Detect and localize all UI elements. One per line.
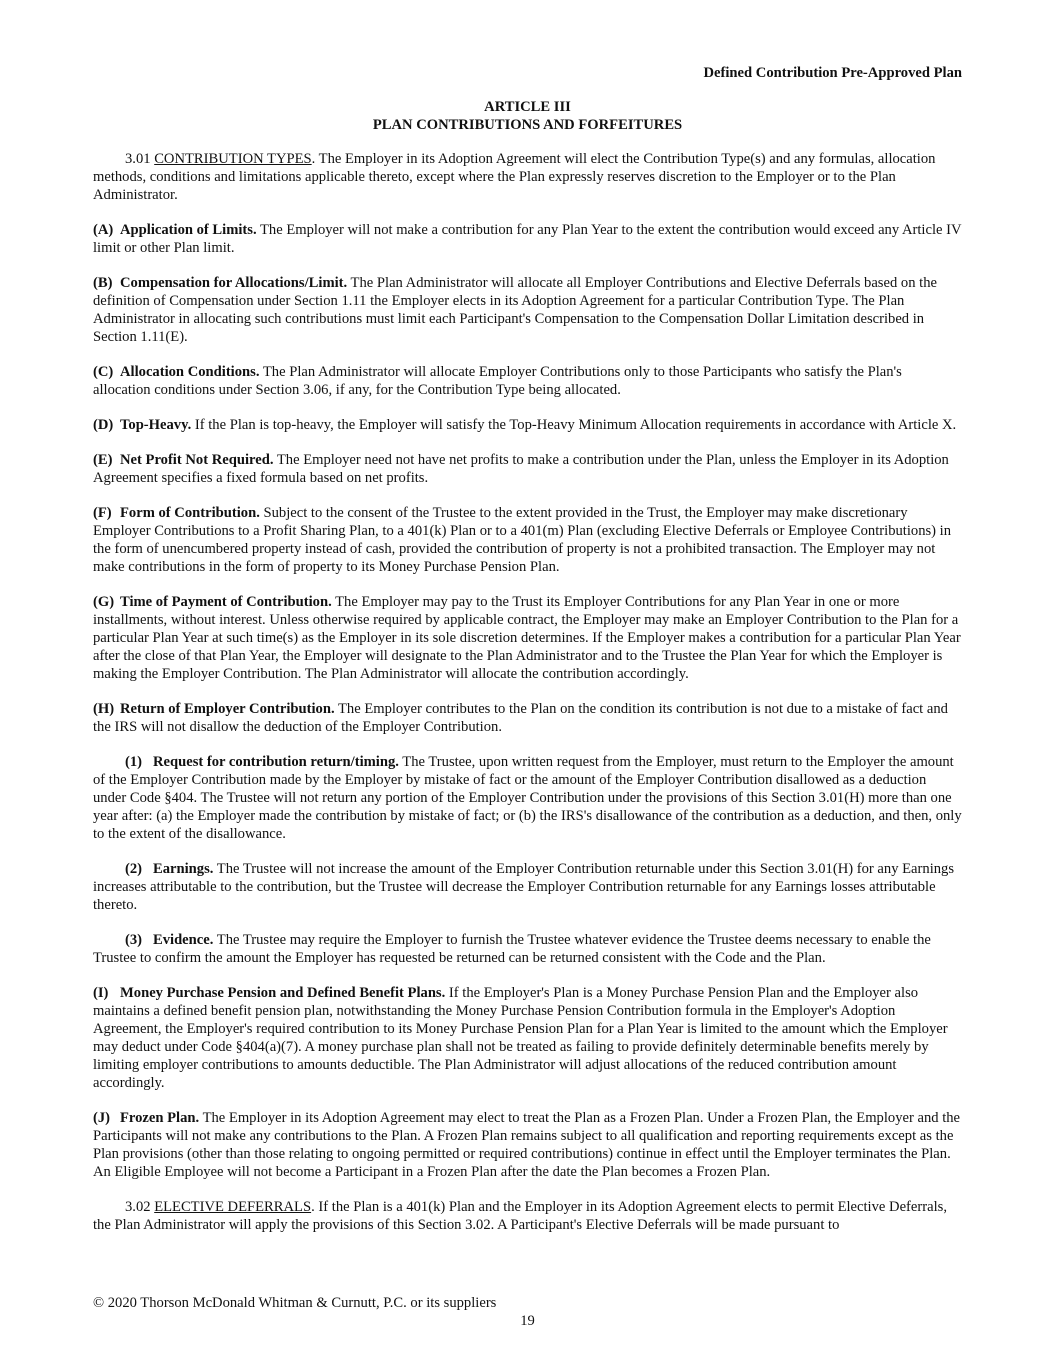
section-number: 3.02 [125, 1199, 151, 1215]
item-heading: Allocation Conditions. [120, 364, 260, 380]
article-title: PLAN CONTRIBUTIONS AND FORFEITURES [372, 117, 683, 133]
item-a [93, 221, 963, 257]
article-number: ARTICLE III [484, 99, 571, 115]
item-heading: Form of Contribution. [120, 505, 260, 521]
subitem-label: (1) [125, 754, 143, 770]
item-e [93, 451, 963, 487]
section-text: . If the Plan is a 401(k) Plan and the Employer in its Adoption Agreement elects to permit Elective Deferrals, the Plan Administrator will apply the provisions of this Section 3.02. A Participant's Elective Deferrals will be made pursuant to [93, 1199, 947, 1233]
item-text: The Employer may pay to the Trust its Employer Contributions for any Plan Year in one or more installments, without interest. Unless otherwise required by applicable contract, the Employer may make an Employer Contribution to the Plan for a particular Plan Year at such time(s) as the Employer in its sole discretion determines. If the Employer makes a contribution for a particular Plan Year after the close of that Plan Year, the Employer will designate to the Plan Administrator and to the Trustee the Plan Year for which the Employer is making the Employer Contribution. The Plan Administrator will allocate the contribution accordingly. [93, 594, 961, 682]
footer-copyright: © 2020 Thorson McDonald Whitman & Curnutt, P.C. or its suppliers [93, 1295, 497, 1311]
item-text: The Employer will not make a contribution for any Plan Year to the extent the contribution would exceed any Article IV limit or other Plan limit. [93, 222, 962, 256]
item-c [93, 363, 963, 399]
item-text: The Plan Administrator will allocate Employer Contributions only to those Participants who satisfy the Plan's allocation conditions under Section 3.06, if any, for the Contribution Type being allocated. [93, 364, 902, 398]
item-heading: Money Purchase Pension and Defined Benefit Plans. [120, 985, 446, 1001]
item-label: (F) [93, 505, 112, 521]
item-h [93, 700, 963, 736]
item-b [93, 274, 963, 346]
subitem-heading: Evidence. [152, 932, 214, 948]
page-number: 19 [520, 1313, 535, 1329]
subitem-text: The Trustee, upon written request from the Employer, must return to the Employer the amount of the Employer Contribution made by the Employer by mistake of fact or the amount of the Employer Contribution disallowed as a deduction under Code §404. The Trustee will not return any portion of the Employer Contribution under the provisions of this Section 3.01(H) more than one year after: (a) the Employer made the contribution by mistake of fact; or (b) the IRS's disallowance of the contribution as a deduction, and then, only to the extent of the disallowance. [93, 754, 962, 842]
item-label: (H) [93, 701, 115, 717]
article-heading [0, 98, 1055, 134]
document-body [93, 150, 963, 1251]
item-j [93, 1109, 963, 1181]
item-heading: Time of Payment of Contribution. [120, 594, 332, 610]
subitem-label: (3) [125, 932, 143, 948]
section-number: 3.01 [125, 151, 151, 167]
running-header: Defined Contribution Pre-Approved Plan [703, 65, 962, 81]
item-text: If the Plan is top-heavy, the Employer will satisfy the Top-Heavy Minimum Allocation requirements in accordance with Article X. [191, 417, 957, 433]
item-heading: Compensation for Allocations/Limit. [120, 275, 348, 291]
item-label: (B) [93, 275, 113, 291]
item-label: (I) [93, 985, 109, 1001]
subitem-1 [93, 753, 963, 843]
section-heading: ELECTIVE DEFERRALS [154, 1199, 312, 1215]
item-heading: Return of Employer Contribution. [120, 701, 335, 717]
item-text: The Employer contributes to the Plan on the condition its contribution is not due to a mistake of fact and the IRS will not disallow the deduction of the Employer Contribution. [93, 701, 948, 735]
item-text: If the Employer's Plan is a Money Purchase Pension Plan and the Employer also maintains a defined benefit pension plan, notwithstanding the Money Purchase Pension Contribution formula in the Employer's Adoption Agreement, the Employer's required contribution to its Money Purchase Pension Plan for a Plan Year is limited to the amount which the Employer may deduct under Code §404(a)(7). A money purchase plan shall not be treated as failing to provide definitely determinable benefits merely by limiting employer contributions to amounts deductible. The Plan Administrator will adjust allocations of the reduced contribution amount accordingly. [93, 985, 948, 1091]
subitem-label: (2) [125, 861, 143, 877]
section-text: . The Employer in its Adoption Agreement will elect the Contribution Type(s) and any formulas, allocation methods, conditions and limitations applicable thereto, except where the Plan expressly reserves discretion to the Employer or to the Plan Administrator. [93, 151, 936, 203]
subitem-2 [93, 860, 963, 914]
item-label: (J) [93, 1110, 111, 1126]
item-d [93, 416, 963, 434]
item-label: (E) [93, 452, 113, 468]
section-3-01 [93, 150, 963, 204]
item-label: (D) [93, 417, 114, 433]
item-label: (C) [93, 364, 114, 380]
item-g [93, 593, 963, 683]
section-heading: CONTRIBUTION TYPES [154, 151, 312, 167]
item-text: The Plan Administrator will allocate all Employer Contributions and Elective Deferrals based on the definition of Compensation under Section 1.11 the Employer elects in its Adoption Agreement for a particular Contribution Type. The Plan Administrator in allocating such contributions must limit each Participant's Compensation to the Compensation Dollar Limitation described in Section 1.11(E). [93, 275, 937, 345]
item-heading: Frozen Plan. [120, 1110, 200, 1126]
item-text: The Employer in its Adoption Agreement may elect to treat the Plan as a Frozen Plan. Under a Frozen Plan, the Employer and the Participants will not make any contributions to the Plan. A Frozen Plan remains subject to all qualification and reporting requirements except as the Plan provisions (other than those relating to ongoing permitted or required contributions) continue in effect until the Employer terminates the Plan. An Eligible Employee will not become a Participant in a Frozen Plan after the date the Plan becomes a Frozen Plan. [93, 1110, 961, 1180]
subitem-text: The Trustee will not increase the amount of the Employer Contribution returnable under this Section 3.01(H) for any Earnings increases attributable to the contribution, but the Trustee will decrease the Employer Contribution returnable for any Earnings losses attributable thereto. [93, 861, 955, 913]
item-heading: Net Profit Not Required. [120, 452, 274, 468]
subitem-3 [93, 931, 963, 967]
item-text: The Employer need not have net profits to make a contribution under the Plan, unless the Employer in its Adoption Agreement specifies a fixed formula based on net profits. [93, 452, 949, 486]
item-f [93, 504, 963, 576]
item-heading: Application of Limits. [120, 222, 257, 238]
subitem-heading: Request for contribution return/timing. [152, 754, 399, 770]
item-label: (G) [93, 594, 115, 610]
item-i [93, 984, 963, 1092]
item-label: (A) [93, 222, 114, 238]
section-3-02 [93, 1198, 963, 1234]
item-text: Subject to the consent of the Trustee to the extent provided in the Trust, the Employer may make discretionary Employer Contributions to a Profit Sharing Plan, to a 401(k) Plan or to a 401(m) Plan (excluding Elective Deferrals or Employee Contributions) in the form of unencumbered property instead of cash, provided the contribution of property is not a prohibited transaction. The Employer may not make contributions in the form of property to its Money Purchase Pension Plan. [93, 505, 952, 575]
item-heading: Top-Heavy. [120, 417, 192, 433]
subitem-text: The Trustee may require the Employer to furnish the Trustee whatever evidence the Trustee deems necessary to enable the Trustee to confirm the amount the Employer has requested be returned can be returned consistent with the Code and the Plan. [93, 932, 931, 966]
subitem-heading: Earnings. [152, 861, 214, 877]
